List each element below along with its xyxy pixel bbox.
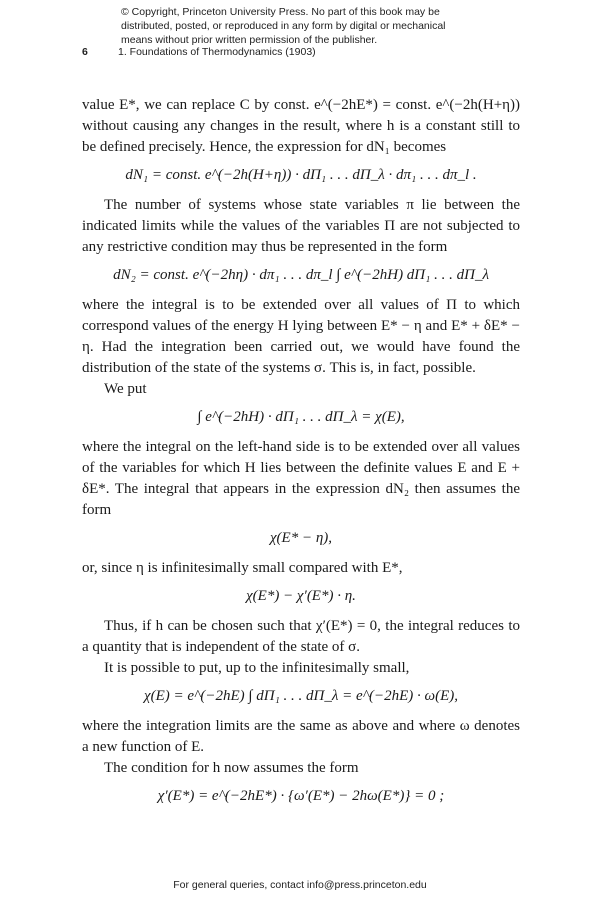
running-head: 1. Foundations of Thermodynamics (1903) [118,46,316,58]
page-number: 6 [82,46,88,58]
paragraph: where the integral on the left-hand side is to be extended over all values of the variables for which H lies between the definite values E and E + δE*. The integral that appears in the expression dN₂ then assumes the form [82,439,520,518]
copyright-line: © Copyright, Princeton University Press. No part of this book may be [121,6,440,18]
copyright-line: distributed, posted, or reproduced in any form by digital or mechanical [121,20,446,32]
paragraph: We put [104,381,147,397]
paragraph: value E*, we can replace C by const. e^(−2hE*) = const. e^(−2h(H+η)) without causing any changes in the result, where h is a constant still to be defined precisely. Hence, the expression for dN₁ becomes [82,97,520,155]
paragraph: Thus, if h can be chosen such that χ′(E*) = 0, the integral reduces to a quantity that is independent of the state of σ. [82,618,520,655]
copyright-line: means without prior written permission of the publisher. [121,34,378,46]
equation: χ(E) = e^(−2hE) ∫ dΠ₁ . . . dΠ_λ = e^(−2hE) · ω(E), [144,688,458,704]
page-body [82,95,520,816]
paragraph: It is possible to put, up to the infinitesimally small, [104,660,410,676]
footer-contact: For general queries, contact info@press.princeton.edu [173,879,427,891]
copyright-notice [121,5,541,47]
equation: ∫ e^(−2hH) · dΠ₁ . . . dΠ_λ = χ(E), [197,409,405,425]
equation: χ(E* − η), [269,530,333,546]
paragraph: where the integration limits are the same as above and where ω denotes a new function of E. [82,718,520,755]
paragraph: The condition for h now assumes the form [104,760,359,776]
paragraph: where the integral is to be extended over all values of Π to which correspond values of the energy H lying between E* − η and E* + δE* − η. Had the integration been carried out, we would have found the distribution of the state of the systems σ. This is, in fact, possible. [82,297,520,376]
paragraph: or, since η is infinitesimally small compared with E*, [82,560,403,576]
paragraph: The number of systems whose state variables π lie between the indicated limits while the values of the variables Π are not subjected to any restrictive condition may thus be represented in the form [82,197,520,255]
equation: dN₁ = const. e^(−2h(H+η)) · dΠ₁ . . . dΠ_λ · dπ₁ . . . dπ_l . [125,167,477,183]
equation: χ(E*) − χ′(E*) · η. [246,588,356,604]
equation: χ′(E*) = e^(−2hE*) · {ω′(E*) − 2hω(E*)} = 0 ; [157,788,445,804]
equation: dN₂ = const. e^(−2hη) · dπ₁ . . . dπ_l ∫ e^(−2hH) dΠ₁ . . . dΠ_λ [113,267,489,283]
